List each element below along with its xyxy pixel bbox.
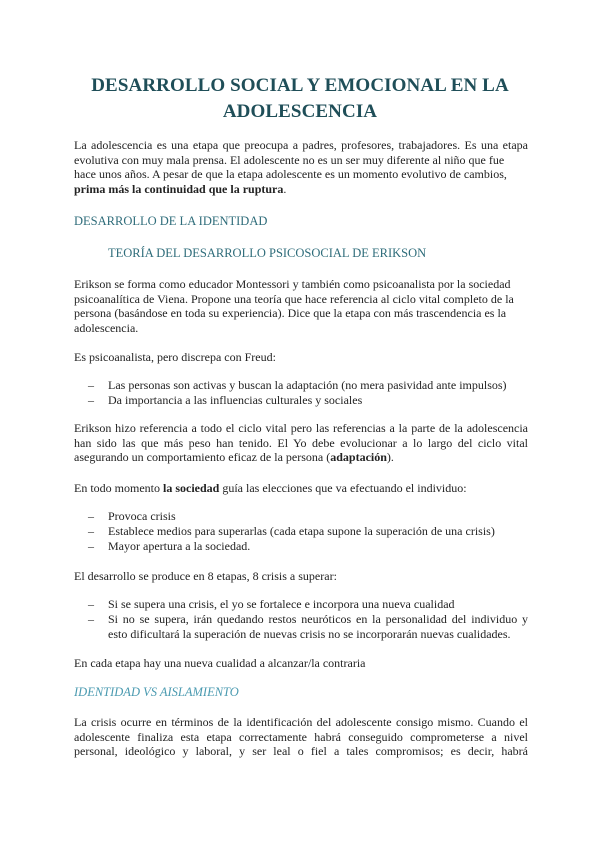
list-item: – Si no se supera, irán quedando restos neuróticos en la personalidad del individuo y esto dificultará la superación de nuevas crisis no se incorporarán nuevas cualidades. <box>88 612 528 641</box>
list-item: – Si se supera una crisis, el yo se fortalece e incorpora una nueva cualidad <box>88 597 455 611</box>
list-item: – Da importancia a las influencias culturales y sociales <box>88 393 363 407</box>
list-item: – Mayor apertura a la sociedad. <box>88 539 251 553</box>
list-dash-icon: – <box>88 597 94 611</box>
intro-paragraph: La adolescencia es una etapa que preocupa a padres, profesores, trabajadores. Es una etapa evolutiva con muy mala prensa. El adolescente no es un ser muy diferente al niño que fue hace unos años. A pesar de que la etapa adolescente es un momento evolutivo de cambios, prima más la continuidad que la ruptura. <box>74 138 528 196</box>
stages-paragraph: El desarrollo se produce en 8 etapas, 8 crisis a superar: <box>74 569 337 583</box>
heading-identity: DESARROLLO DE LA IDENTIDAD <box>74 214 268 228</box>
erikson-paragraph: Erikson se forma como educador Montessori y también como psicoanalista por la sociedad psicoanalítica de Viena. Propone una teoría que hace referencia al ciclo vital completo de la persona (basándose en toda su experiencia). Dice que la etapa con más trascendencia es la adolescencia. <box>74 277 514 335</box>
list-dash-icon: – <box>88 378 94 392</box>
list-dash-icon: – <box>88 612 94 626</box>
list-dash-icon: – <box>88 509 94 523</box>
quality-paragraph: En cada etapa hay una nueva cualidad a alcanzar/la contraria <box>74 656 366 670</box>
list-item: – Provoca crisis <box>88 509 176 523</box>
stages-list <box>88 597 528 642</box>
list-dash-icon: – <box>88 524 94 538</box>
heading-erikson: TEORÍA DEL DESARROLLO PSICOSOCIAL DE ERIKSON <box>108 246 427 260</box>
title-line-2: ADOLESCENCIA <box>222 101 378 122</box>
freud-list <box>88 378 528 408</box>
society-list <box>88 509 528 554</box>
list-dash-icon: – <box>88 539 94 553</box>
document-title <box>60 73 540 125</box>
freud-paragraph: Es psicoanalista, pero discrepa con Freud: <box>74 350 276 364</box>
crisis-paragraph: La crisis ocurre en términos de la identificación del adolescente consigo mismo. Cuando el adolescente finaliza esta etapa correctamente habrá conseguido comprometerse a nivel personal, ideológico y laboral, y ser leal o fiel a tales compromisos; es decir, habrá <box>74 715 528 759</box>
list-item: – Establece medios para superarlas (cada etapa supone la superación de una crisis) <box>88 524 495 538</box>
list-dash-icon: – <box>88 393 94 407</box>
title-line-1: DESARROLLO SOCIAL Y EMOCIONAL EN LA <box>91 75 509 96</box>
heading-identity-vs-isolation: IDENTIDAD VS AISLAMIENTO <box>74 685 239 699</box>
society-paragraph: En todo momento la sociedad guía las elecciones que va efectuando el individuo: <box>74 481 467 495</box>
cycle-paragraph: Erikson hizo referencia a todo el ciclo vital pero las referencias a la parte de la adolescencia han sido las que más peso han tenido. El Yo debe evolucionar a lo largo del ciclo vital asegurando un comportamiento eficaz de la persona (adaptación). <box>74 421 528 465</box>
list-item: – Las personas son activas y buscan la adaptación (no mera pasividad ante impulsos) <box>88 378 507 392</box>
